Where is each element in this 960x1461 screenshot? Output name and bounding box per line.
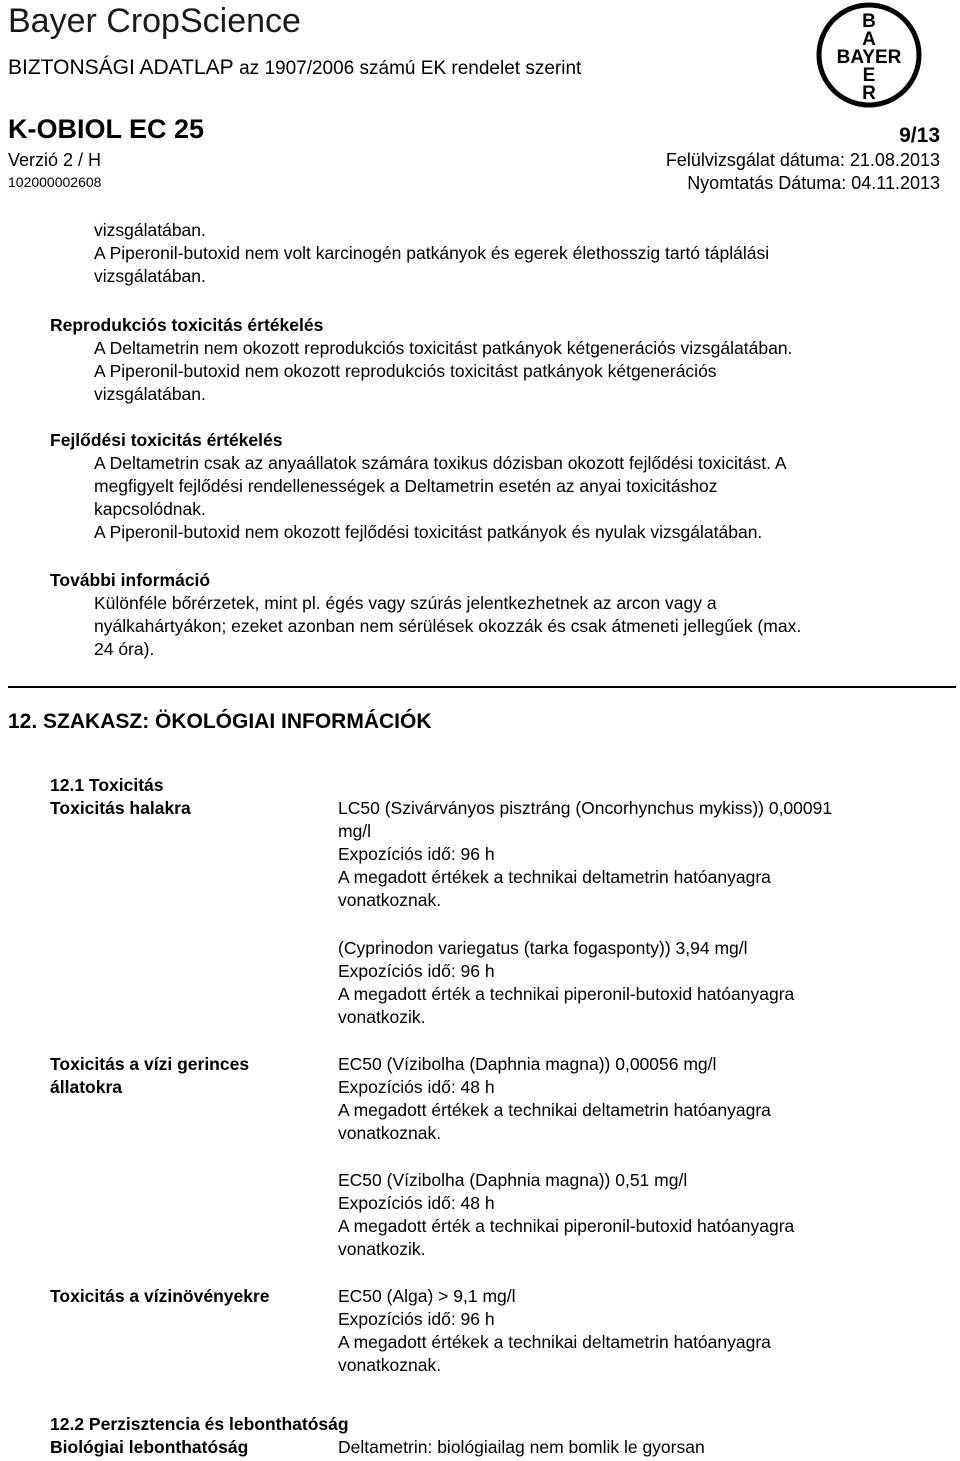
text-line: Expozíciós idő: 96 h — [338, 1309, 495, 1329]
reproductive-heading: Reprodukciós toxicitás értékelés — [50, 315, 324, 335]
company-name: Bayer CropScience — [8, 2, 301, 40]
text-line: A Piperonil-butoxid nem okozott reprodukciós toxicitást patkányok kétgenerációs — [94, 361, 717, 381]
text-line: A Deltametrin csak az anyaállatok számára toxikus dózisban okozott fejlődési toxicitást. A — [94, 453, 787, 473]
reproductive-text — [94, 337, 792, 406]
text-line: A megadott érték a technikai piperonil-butoxid hatóanyagra — [338, 1216, 795, 1236]
text-line: A megadott értékek a technikai deltametrin hatóanyagra — [338, 1100, 771, 1120]
logo-word-bayer: BAYER — [836, 47, 902, 68]
text-line: vizsgálatában. — [94, 220, 206, 240]
text-line: állatokra — [50, 1077, 122, 1097]
text-line: A megadott értékek a technikai deltametrin hatóanyagra — [338, 1332, 771, 1352]
carcinogenicity-text — [94, 219, 769, 288]
fish-toxicity-value-1 — [338, 797, 928, 912]
text-line: LC50 (Szivárványos pisztráng (Oncorhynchus mykiss)) 0,00091 — [338, 798, 833, 818]
text-line: kapcsolódnak. — [94, 499, 206, 519]
text-line: Toxicitás a vízi gerinces — [50, 1054, 250, 1074]
text-line: vonatkozik. — [338, 1239, 426, 1259]
text-line: A megadott értékek a technikai deltametrin hatóanyagra — [338, 867, 771, 887]
section-12-title: 12. SZAKASZ: ÖKOLÓGIAI INFORMÁCIÓK — [8, 710, 432, 733]
invertebrate-toxicity-value-1 — [338, 1053, 928, 1145]
product-name: K-OBIOL EC 25 — [8, 114, 205, 144]
invertebrate-toxicity-label — [50, 1053, 249, 1099]
revision-date: Felülvizsgálat dátuma: 21.08.2013 — [665, 150, 940, 170]
text-line: megfigyelt fejlődési rendellenességek a Deltametrin esetén az anyai toxicitáshoz — [94, 476, 718, 496]
document-number: 102000002608 — [8, 174, 102, 190]
further-info-text — [94, 592, 801, 661]
text-line: nyálkahártyákon; ezeket azonban nem sérülések okozzák és csak átmeneti jellegűek (max. — [94, 616, 802, 636]
sheet-title-main: BIZTONSÁGI ADATLAP — [8, 56, 234, 79]
text-line: EC50 (Vízibolha (Daphnia magna)) 0,51 mg/l — [338, 1170, 688, 1190]
text-line: vonatkoznak. — [338, 1355, 442, 1375]
text-line: A megadott érték a technikai piperonil-butoxid hatóanyagra — [338, 984, 795, 1004]
text-line: EC50 (Vízibolha (Daphnia magna)) 0,00056 mg/l — [338, 1054, 717, 1074]
text-line: Expozíciós idő: 48 h — [338, 1193, 495, 1213]
biodegradability-label: Biológiai lebonthatóság — [50, 1437, 249, 1457]
regulation-text: az 1907/2006 számú EK rendelet szerint — [239, 58, 582, 79]
text-line: Különféle bőrérzetek, mint pl. égés vagy szúrás jelentkezhetnek az arcon vagy a — [94, 593, 717, 613]
biodegradability-value: Deltametrin: biológiailag nem bomlik le gyorsan — [338, 1437, 705, 1457]
further-info-heading: További információ — [50, 570, 211, 590]
invertebrate-toxicity-value-2 — [338, 1169, 928, 1261]
text-line: A Piperonil-butoxid nem okozott fejlődési toxicitást patkányok és nyulak vizsgálatában. — [94, 522, 763, 542]
subsection-12-2-heading: 12.2 Perzisztencia és lebonthatóság — [50, 1414, 349, 1434]
logo-letter-a: A — [862, 29, 876, 50]
subsection-12-1-heading: 12.1 Toxicitás — [50, 775, 164, 795]
developmental-heading: Fejlődési toxicitás értékelés — [50, 430, 283, 450]
print-date: Nyomtatás Dátuma: 04.11.2013 — [687, 173, 940, 193]
text-line: vonatkoznak. — [338, 1123, 442, 1143]
logo-letter-b: B — [862, 11, 876, 32]
fish-toxicity-label: Toxicitás halakra — [50, 798, 191, 818]
text-line: vonatkoznak. — [338, 890, 442, 910]
logo-letter-e: E — [862, 65, 876, 86]
version-text: Verzió 2 / H — [8, 150, 102, 170]
text-line: mg/l — [338, 821, 372, 841]
text-line: Expozíciós idő: 96 h — [338, 961, 495, 981]
text-line: Expozíciós idő: 48 h — [338, 1077, 495, 1097]
text-line: vizsgálatában. — [94, 266, 206, 286]
plant-toxicity-label: Toxicitás a vízinövényekre — [50, 1286, 270, 1306]
plant-toxicity-value — [338, 1285, 928, 1377]
page-number: 9/13 — [899, 124, 940, 147]
text-line: EC50 (Alga) > 9,1 mg/l — [338, 1286, 516, 1306]
logo-letter-r: R — [862, 83, 876, 104]
text-line: vizsgálatában. — [94, 384, 206, 404]
bayer-cross-logo — [814, 0, 924, 110]
sheet-title — [8, 56, 581, 80]
text-line: Expozíciós idő: 96 h — [338, 844, 495, 864]
text-line: 24 óra). — [94, 639, 155, 659]
section-divider — [8, 686, 956, 688]
text-line: (Cyprinodon variegatus (tarka fogasponty)) 3,94 mg/l — [338, 938, 748, 958]
text-line: vonatkozik. — [338, 1007, 426, 1027]
text-line: A Deltametrin nem okozott reprodukciós toxicitást patkányok kétgenerációs vizsgálatában. — [94, 338, 793, 358]
fish-toxicity-value-2 — [338, 937, 928, 1029]
text-line: A Piperonil-butoxid nem volt karcinogén patkányok és egerek élethosszig tartó táplálási — [94, 243, 770, 263]
developmental-text — [94, 452, 787, 544]
